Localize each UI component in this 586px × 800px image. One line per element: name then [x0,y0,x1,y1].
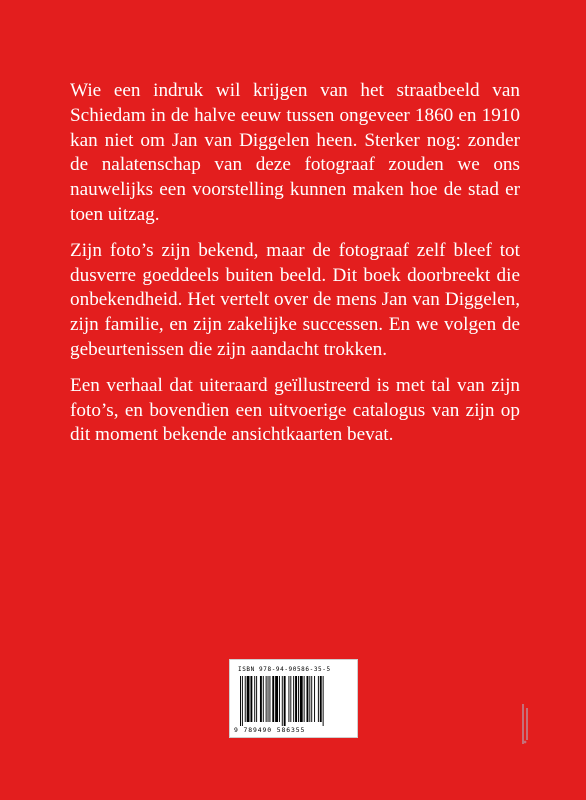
isbn-label: ISBN 978-94-90586-35-5 [238,666,331,673]
blurb-paragraph-1: Wie een indruk wil krijgen van het straatbeeld van Schiedam in de halve eeuw tussen ongeveer 1860 en 1910 kan niet om Jan van Diggelen heen. Sterker nog: zonder de nalatenschap van deze fotograaf zouden we ons nauwelijks een voorstelling kunnen maken hoe de stad er toen uitzag. [70,80,520,225]
ean-digits: 9 789490 586355 [234,726,306,734]
barcode-bars [240,676,350,726]
isbn-barcode [229,659,358,738]
blurb-paragraph-2: Zijn foto’s zijn bekend, maar de fotograaf zelf bleef tot dusverre goeddeels buiten beeld. Dit boek doorbreekt die onbekendheid. Het vertelt over de mens Jan van Diggelen, zijn familie, en zijn zakelijke successen. En we volgen de gebeurtenissen die zijn aandacht trokken. [70,239,520,360]
blurb-paragraph-3: Een verhaal dat uiteraard geïllustreerd is met tal van zijn foto’s, en bovendien een uitvoerige catalogus van zijn op dit moment bekende ansichtkaarten bevat. [70,374,520,446]
blurb-text [70,79,520,459]
publisher-logo-icon [521,704,530,744]
